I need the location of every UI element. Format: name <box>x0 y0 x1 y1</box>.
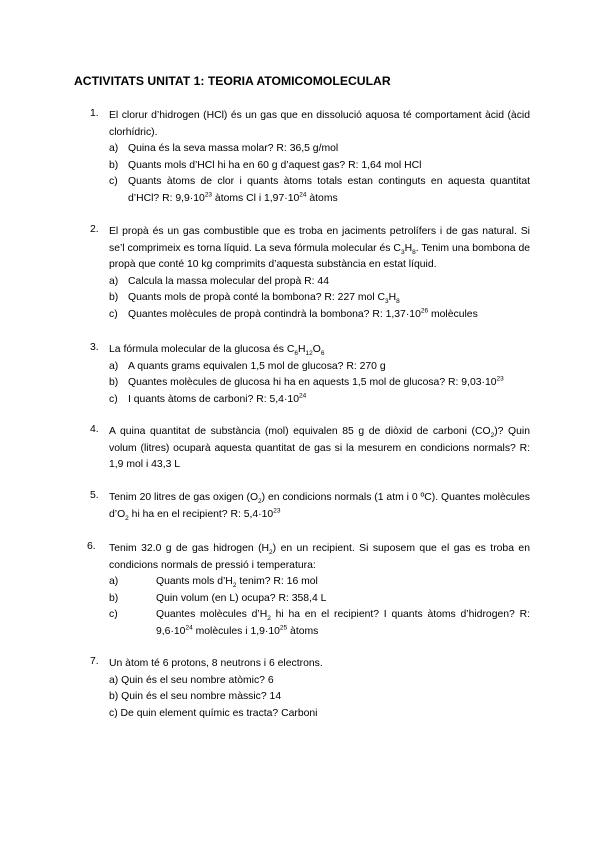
sub-question-c: c) I quants àtoms de carboni? R: $5,4\cdot 10^{24}$ <box>109 392 307 405</box>
sub-question-c: c) Quantes molècules $d’H_2$ hi ha en el recipient? I quants àtoms d’hidrogen? R: $9,6\cdot 10^{24}$ molècules i $1,9\cdot 10^{25}$ àtoms <box>109 609 530 637</box>
sub-question-b: b) Quin volum (en L) ocupa? R: 358,4 L <box>109 592 327 604</box>
question-number: 2. <box>90 224 99 235</box>
question-number: 7. <box>90 656 99 667</box>
sub-question-b: b) Quin és el seu nombre màssic? 14 <box>109 691 282 703</box>
question-2 <box>90 224 530 324</box>
sub-question-c: c) Quants àtoms de clor i quants àtoms totals estan continguts en aquesta quantitat d’HCl? R: $9,9\cdot 10^{23}$ àtoms Cl i $1,97\cdot 10^{24}$ àtoms <box>109 176 530 204</box>
sub-question-a: a) Quin és el seu nombre atòmic? 6 <box>109 674 274 686</box>
question-text: La fórmula molecular de la glucosa és $C_6H_{12}O_6$ <box>109 344 325 358</box>
question-text: Tenim 32.0 g de gas hidrogen $(H_2)$ en un recipient. Si suposem que el gas es troba en condicions normals de pressió i temperatura: <box>109 543 530 571</box>
sub-question-c: c) De quin element químic es tracta? Carboni <box>109 707 318 719</box>
sub-question-b: b) Quantes molècules de glucosa hi ha en aquests 1,5 mol de glucosa? R: $9,03\cdot 10^{23}$ <box>109 375 504 389</box>
sub-question-b: b) Quants mols de propà conté la bombona? R: 227 mol $C_3H_8$ <box>109 292 400 306</box>
question-7 <box>90 656 530 722</box>
question-text: Tenim 20 litres de gas oxigen $(O_2)$ en condicions normals (1 atm i 0 ºC). Quantes molècules $d’O_2$ hi ha en el recipient? R: $5,4\cdot 10^{23}$ <box>109 492 530 522</box>
page-title: ACTIVITATS UNITAT 1: TEORIA ATOMICOMOLECULAR <box>74 74 391 88</box>
sub-question-b: b) Quants mols d’HCl hi ha en 60 g d’aquest gas? R: 1,64 mol HCl <box>109 159 422 171</box>
sub-question-a: a) Calcula la massa molecular del propà R: 44 <box>109 275 329 287</box>
sub-question-a: a) A quants grams equivalen 1,5 mol de glucosa? R: 270 g <box>109 360 386 372</box>
question-text: El propà és un gas combustible que es troba en jaciments petrolífers i de gas natural. Si se’l comprimeix es torna líquid. La seva fórmula molecular és $C_3H_8$. Tenim una bombona de propà que conté 10 kg comprimits d’aquesta substància en estat líquid. <box>109 226 531 271</box>
question-number: 1. <box>90 108 99 119</box>
question-text: El clorur d’hidrogen (HCl) és un gas que en dissolució aquosa té comportament àcid (àcid clorhídric). <box>109 110 530 138</box>
sub-question-a: a) Quants mols $d’H_2$ tenim? R: 16 mol <box>109 576 318 590</box>
question-text: Un àtom té 6 protons, 8 neutrons i 6 electrons. <box>109 658 323 669</box>
question-6 <box>87 541 530 641</box>
question-3 <box>90 342 530 408</box>
question-4 <box>90 424 530 474</box>
question-1 <box>90 108 530 208</box>
sub-question-c: c) Quantes molècules de propà contindrà la bombona? R: $1,37\cdot 10^{26}$ molècules <box>109 307 478 320</box>
question-number: 3. <box>90 342 99 353</box>
question-number: 6. <box>87 541 96 552</box>
question-5 <box>90 490 530 523</box>
sub-question-a: a) Quina és la seva massa molar? R: 36,5 g/mol <box>109 143 339 155</box>
question-text: A quina quantitat de substància (mol) equivalen 85 g de diòxid de carboni $(CO_2)$? Quin volum (litres) ocuparà aquesta quantitat de gas si la mesurem en condicions normals? R: 1,9 mol i 43,3 L <box>109 426 531 471</box>
question-number: 4. <box>90 424 99 435</box>
question-number: 5. <box>90 490 99 501</box>
